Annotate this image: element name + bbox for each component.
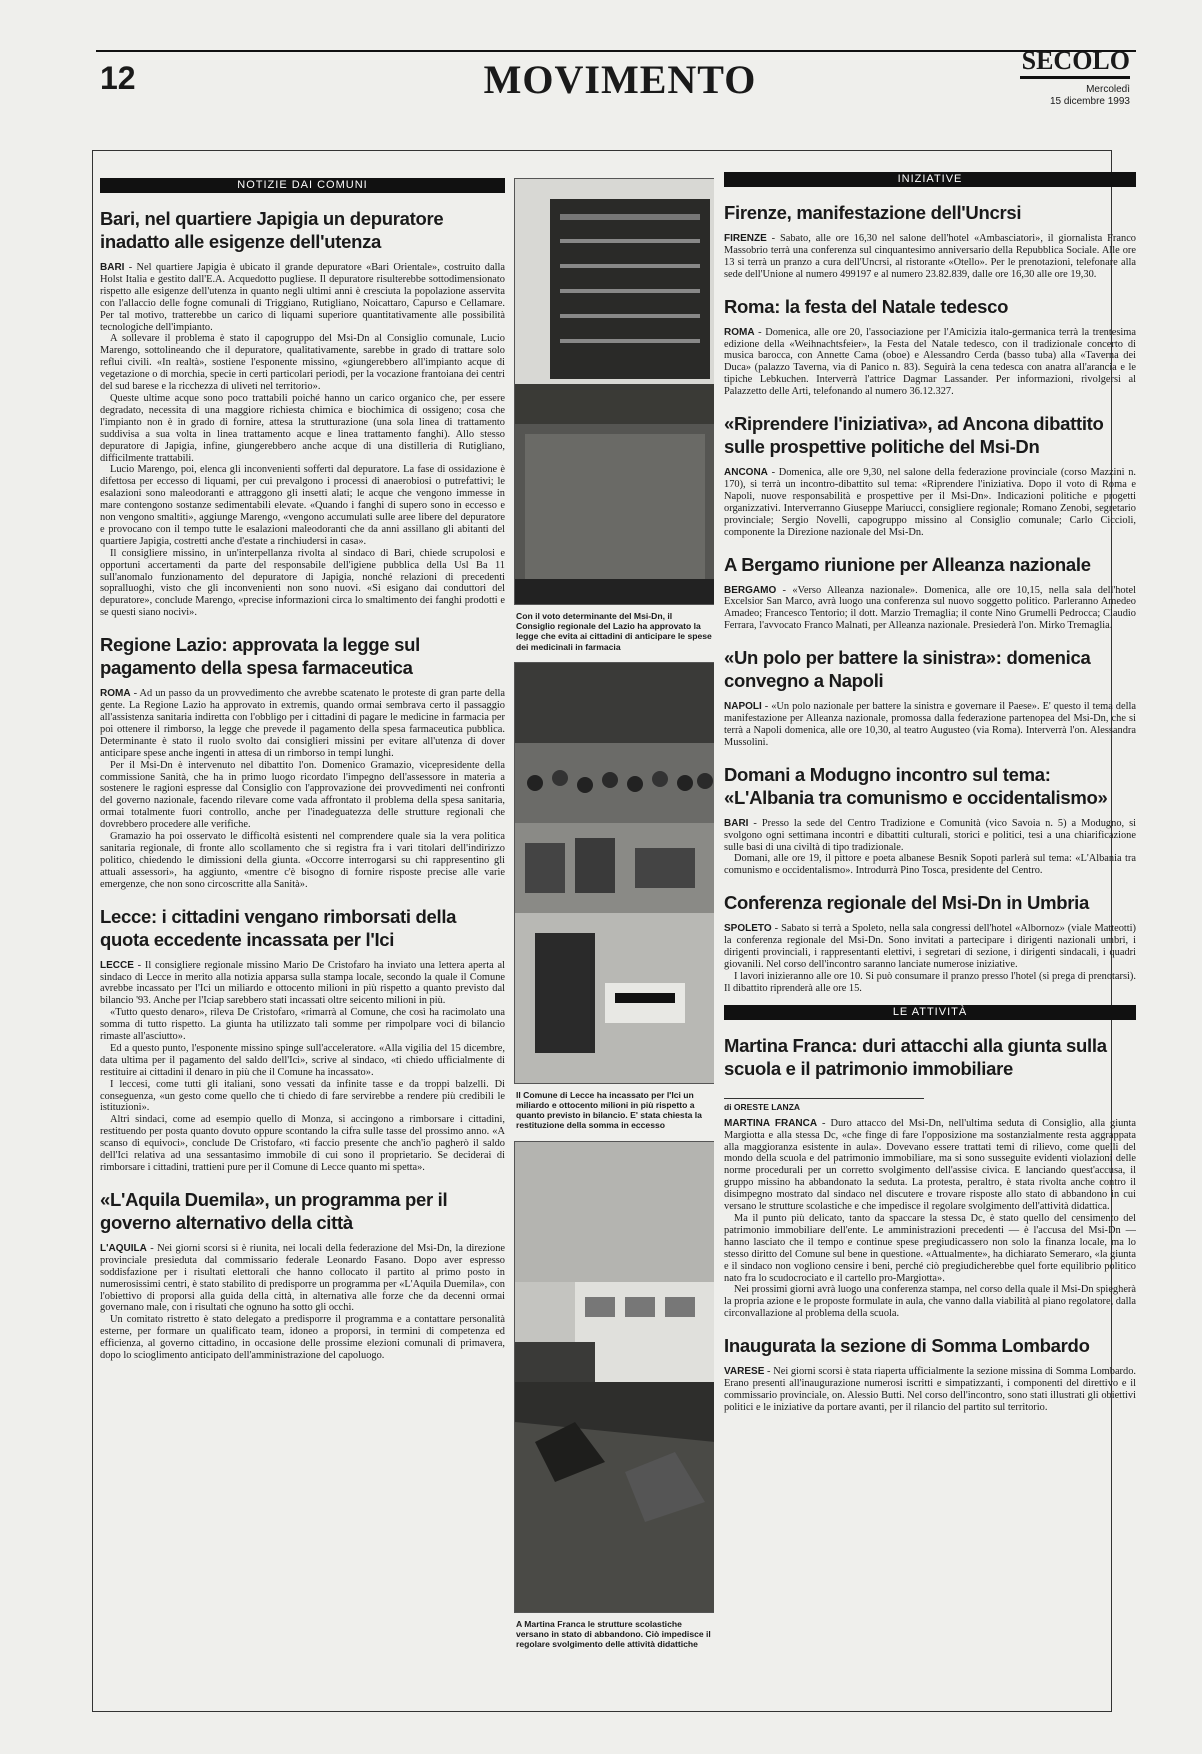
article-paragraph: [100, 1007, 505, 1043]
article-body: [724, 1118, 1136, 1320]
issue-date: [1000, 84, 1130, 108]
article-dateline: BARI: [724, 817, 749, 829]
top-rule: [96, 50, 1136, 52]
paragraph-text: Sabato si terrà a Spoleto, nella sala congressi dell'hotel «Albornoz» (viale Matteotti) la conferenza regionale del Msi-Dn. Sono invitati a partecipare i dirigenti nazionali umbri, i dirigenti provinciali, i rappresentanti elettivi, i segretari di sezione, i dirigenti sindacali, i quadri giovanili. Nel corso dell'incontro saranno lanciate numerose iniziative.: [724, 923, 1136, 970]
article-paragraph: [100, 1079, 505, 1115]
paragraph-text: Nel quartiere Japigia è ubicato il grande depuratore «Bari Orientale», costruito dalla Holst Italia e gestito dall'E.A. Acquedotto pugliese. Il depuratore risulterebbe sottodimensionato rispetto alle esigenze dell'utenza in quanto negli ultimi anni è cresciuta la popolazione asservita con l'allaccio delle fogne comunali di Triggiano, Rutigliano, Noicattaro, Capurso e Cellamare. Per tal motivo, tratterebbe un carico di liquami superiore quantitativamente alle possibilità tecnologiche dell'impianto.: [100, 262, 505, 333]
article-headline: Roma: la festa del Natale tedesco: [724, 295, 1009, 317]
article-dateline: ROMA: [100, 688, 131, 700]
paragraph-text: Queste ultime acque sono poco trattabili poiché hanno un carico organico che, per essere degradato, necessita di una maggiore richiesta chimica e biochimica di ossigeno; cosa che l'impianto non è in grado di fornire, attesa la strutturazione (una sola linea di trattamento suddivisa a sua volta in linea trattamento acque e linea trattamento fanghi). Allo stesso depuratore di Japigia, infine, giungerebbero anche acque di una distilleria di Rutigliano, difficilmente trattabili.: [100, 392, 505, 464]
article: [724, 553, 1136, 633]
paragraph-text: Gramazio ha poi osservato le difficoltà esistenti nel comprendere quale sia la vera politica sanitaria regionale, di fronte allo scollamento che si registra fra i vari titolari dell'indirizzo politico, chiedendo le dimissioni della giunta. «Occorre interrogarsi su chi rappresentino gli attuali assessori», ha aggiunto, «mentre c'è bisogno di fornire risposte precise alle varie emergenze, che non sono circoscritte alla Sanità».: [100, 831, 505, 890]
article-headline: Bari, nel quartiere Japigia un depuratore inadatto alle esigenze dell'utenza: [100, 208, 444, 252]
newspaper-name: SECOLO: [1020, 46, 1130, 79]
paragraph-text: Domenica, alle ore 20, l'associazione per l'Amicizia italo-germanica terrà la trentesima edizione della «Weihnachtsfeier», la Festa del Natale tedesco, con il tradizionale concerto di musica barocca, con Annette Cama (oboe) e Alessandro Cerda (basso tuba) alla «Taverna dei Duca» (palazzo Taverna, via di Panico n. 83). Seguirà la cena tedesca con anatra all'arancia e le tipiche Lebkuchen. Interverrà l'attrice Dagmar Lassander. Per informazioni, rivolgersi al Palazzetto delle Arti, telefonando al numero 36.12.327.: [724, 326, 1136, 398]
paragraph-text: Sabato, alle ore 16,30 nel salone dell'hotel «Ambasciatori», il giornalista Franco Massobrio terrà una conferenza sul cinquantesimo anniversario della Repubblica Sociale. Alle ore 13 si terrà un pranzo a cura dell'Uncrsi, al ristorante «Otello». Per le prenotazioni, telefonare alla sede dell'Unione al numero 499197 e al numero 23.82.839, dalle ore 16,30 alle ore 19,30.: [724, 233, 1136, 280]
article-body: [724, 467, 1136, 538]
article-headline: Lecce: i cittadini vengano rimborsati della quota eccedente incassata per l'Ici: [100, 905, 457, 950]
paragraph-text: Nei giorni scorsi è stata riaperta ufficialmente la sezione missina di Somma Lombardo. Erano presenti all'inaugurazione numerosi iscritti e simpatizzanti, i componenti del direttivo e il commissario provinciale, on. Alessio Butti. Nel corso dell'incontro, sono stati illustrati gli obiettivi politici e le iniziative da portare avanti, per il rilancio del partito sul territorio.: [724, 1366, 1136, 1413]
article-dateline: L'AQUILA: [100, 1242, 147, 1254]
section-band-attivita: LE ATTIVITÀ: [724, 1005, 1136, 1020]
paragraph-text: Domani, alle ore 19, il pittore e poeta albanese Besnik Sopoti parlerà sul tema: «L'Albania tra comunismo e occidentalismo». Introdurrà Pino Tosca, presidente del Centro.: [724, 853, 1136, 877]
paragraph-text: «Tutto questo denaro», rileva De Cristofaro, «rimarrà al Comune, che così ha racimolato una somma di tutto rispetto. La giunta ha utilizzato tali somme per rimpolpare voci di bilancio rimaste all'asciutto».: [100, 1007, 505, 1043]
paragraph-text: Ma il punto più delicato, tanto da spaccare la stessa Dc, è stato quello del censimento del patrimonio immobiliare dell'ente. Le amministrazioni precedenti — è l'accusa del Msi-Dn — hanno lasciato che il tempo e continue spese pregiudicassero non solo la finanza locale, ma lo stesso diritto del Comune sul bene in questione. «Attualmente», ha dichiarato Semeraro, «la giunta e il sindaco non vogliono censire i beni, perché ciò pregiudicherebbe quel forte equilibrio politico nato fra lo scudocrociato e il cartello pro-Margiotta».: [724, 1212, 1136, 1284]
article: [724, 201, 1136, 281]
article-paragraph: BERGAMO - «Verso Alleanza nazionale». Domenica, alle ore 10,15, nella sala dell'hotel Excelsior San Marco, avrà luogo una conferenza sul nuovo soggetto politico. Parleranno Amedeo Amadeo; Francesco Tentorio; il dott. Marzio Tremaglia; il conte Nino Grumelli Pedrocca; Claudio Ferrara, l'avvocato Franco Malnati, per Alleanza nazionale. Presiederà l'on. Mirko Tremaglia.: [724, 584, 1136, 632]
office-photo-image: [515, 663, 714, 1083]
article-headline: Firenze, manifestazione dell'Uncrsi: [724, 202, 1022, 223]
article-paragraph: [724, 1284, 1136, 1320]
paragraph-text: Duro attacco del Msi-Dn, nell'ultima seduta di Consiglio, alla giunta Margiotta e alla stessa Dc, «che finge di fare l'opposizione ma sostanzialmente resta aggrappata alla maggioranza esistente in aula». Dovevano essere trattati temi di rilievo, come quelli del mondo della scuola e del patrimonio immobiliare, ma si sono susseguite evidenti violazioni delle norme procedurali per un corretto svolgimento dell'assise civica. E lanciando quest'accusa, il gruppo missino ha abbandonato la seduta. La protesta, peraltro, è stata rivolta anche contro il disimpegno mostrato dal sindaco nel discutere e trovare risposte allo stato di abbandono in cui versano le strutture scolastiche e che impedisce il regolare svolgimento dell'attività didattica.: [724, 1117, 1136, 1213]
article-paragraph: [100, 393, 505, 464]
article-dateline: ROMA: [724, 326, 755, 338]
article-headline: Conferenza regionale del Msi-Dn in Umbria: [724, 892, 1089, 914]
article-body: [100, 262, 505, 619]
article-paragraph: L'AQUILA - Nei giorni scorsi si è riunita, nei locali della federazione del Msi-Dn, la direzione provinciale presieduta dal commissario federale Leonardo Fasano. Dopo aver espresso soddisfazione per i risultati elettorali che hanno collocato il partito al primo posto in numerosissimi centri, è stato stabilito di predisporre un programma per «L'Aquila Duemila», con l'obiettivo di proporsi alla guida della città, in alternativa alle forze che da decenni ormai governano male, con i risultati che ognuno ha sotto gli occhi.: [100, 1242, 505, 1314]
issue-weekday: Mercoledì: [1086, 84, 1130, 95]
article-paragraph: [724, 853, 1136, 877]
paragraph-text: Un comitato ristretto è stato delegato a predisporre il programma e a contattare personalità esterne, per formare un qualificato team, idoneo a proporsi, in termini di competenza ed efficienza, al governo cittadino, in occasione delle prossime elezioni comunali di primavera, dopo lo scioglimento anticipato dell'amministrazione del capoluogo.: [100, 1314, 505, 1362]
article-headline: «Riprendere l'iniziativa», ad Ancona dibattito sulle prospettive politiche del Msi-Dn: [724, 413, 1104, 458]
article-dateline: BERGAMO: [724, 584, 777, 596]
article: [100, 207, 505, 619]
article-paragraph: [100, 1114, 505, 1174]
article-dateline: NAPOLI: [724, 701, 762, 713]
article-paragraph: [100, 333, 505, 393]
school-photo-image: [515, 1142, 714, 1612]
article-headline: Inaugurata la sezione di Somma Lombardo: [724, 1335, 1090, 1357]
article-dateline: MARTINA FRANCA: [724, 1117, 818, 1129]
article: [724, 412, 1136, 538]
article-paragraph: BARI - Nel quartiere Japigia è ubicato il grande depuratore «Bari Orientale», costruito dalla Holst Italia e gestito dall'E.A. Acquedotto pugliese. Il depuratore risulterebbe sottodimensionato rispetto alle esigenze dell'utenza in quanto negli ultimi anni è cresciuta la popolazione asservita con l'allaccio delle fogne comunali di Triggiano, Rutigliano, Noicattaro, Capurso e Cellamare. Per tal motivo, tratterebbe un carico di liquami superiore quantitativamente alle possibilità tecnologiche dell'impianto.: [100, 262, 505, 333]
article-headline: A Bergamo riunione per Alleanza nazionale: [724, 553, 1091, 575]
paragraph-text: Il consigliere regionale missino Mario De Cristofaro ha inviato una lettera aperta al sindaco di Lecce in merito alla notizia apparsa sulla stampa locale, secondo la quale il Comune avrebbe incassato per l'Ici un miliardo e ottocento milioni in più rispetto a quanto previsto dal bilancio '93. Anche per l'Iciap sarebbero stati incassati oltre seicento milioni in più.: [100, 959, 505, 1007]
article: [100, 633, 505, 890]
paragraph-text: Lucio Marengo, poi, elenca gli inconvenienti sofferti dal depuratore. La fase di ossidazione è difettosa per eccesso di liquami, per cui prevalgono i processi di anaerobiosi o putrefattivi; le esalazioni sono maleodoranti e attraggono gli insetti alati; le acque che vengono immesse in mare contengono sostanze sedimentabili elevate. «Quando i fanghi di supero sono in eccesso e non vengono smaltiti», aggiunge Marengo, «vengono accumulati sulle aree libere del depuratore e provocano con il tempo tutte le esalazioni maleodoranti che da anni assillano gli abitanti del quartiere Japigia, costretti anche d'estate a rinchiudersi in casa».: [100, 464, 505, 547]
article-body: [724, 1366, 1136, 1414]
left-articles: [100, 207, 505, 1362]
masthead: [0, 0, 1202, 150]
article-paragraph: ROMA - Ad un passo da un provvedimento che avrebbe scatenato le proteste di gran parte della gente. La Regione Lazio ha approvato in extremis, quando ormai sembrava certo il passaggio all'assistenza sanitaria indiretta con l'obbligo per i cittadini di pagare le medicine in farmacia per poi ottenere il rimborso, la legge che prevede il pagamento della spesa farmaceutica pubblica. Determinante è stato il ruolo svolto dai consiglieri missini per evitare all'utenza di dover anticipare spese anche ingenti in attesa di un rimborso in tempi lunghi.: [100, 688, 505, 759]
article-paragraph: [100, 1314, 505, 1362]
pharmacy-photo-image: [515, 179, 714, 604]
article-paragraph: LECCE - Il consigliere regionale missino Mario De Cristofaro ha inviato una lettera aperta al sindaco di Lecce in merito alla notizia apparsa sulla stampa locale, secondo la quale il Comune avrebbe incassato per l'Ici un miliardo e ottocento milioni in più rispetto a quanto previsto dal bilancio '93. Anche per l'Iciap sarebbero stati incassati oltre seicento milioni in più.: [100, 959, 505, 1007]
middle-column: [514, 178, 714, 1703]
page-number: 12: [100, 60, 136, 96]
article-dateline: FIRENZE: [724, 233, 767, 244]
article: [100, 1188, 505, 1362]
photo-caption: A Martina Franca le strutture scolastiche versano in stato di abbandono. Ciò impedisce il regolare svolgimento delle attività didattiche: [516, 1618, 711, 1650]
paragraph-text: Per il Msi-Dn è intervenuto nel dibattito l'on. Domenico Gramazio, vicepresidente della commissione Sanità, che ha in primo luogo ricordato l'impegno dell'assessore in materia a sostenere le ragioni espresse dal Consiglio con l'approvazione dei provvedimenti nei confronti del governo nazionale, facendo rilevare come vada affrontato il problema della spesa sanitaria, ormai totalmente fuori controllo, anche per l'inadeguatezza delle strutture regionali che dovrebbero procedere alle verifiche.: [100, 759, 505, 831]
section-title: MOVIMENTO: [483, 57, 757, 102]
paragraph-text: I lavori inizieranno alle ore 10. Si può consumare il pranzo presso l'hotel (si prega di prenotarsi). Il dibattito riprenderà alle ore 15.: [724, 970, 1136, 994]
photo-pharmacy: [514, 178, 714, 605]
paragraph-text: Il consigliere missino, in un'interpellanza rivolta al sindaco di Bari, chiede scrupolosi e opportuni accertamenti da parte del responsabile dell'igiene pubblica della Usl Ba 11 sull'anomalo funzionamento del depuratore di Japigia, nonché relazioni di precedenti sopralluoghi, visto che gli inconvenienti non sono nuovi. «Si esigano dai conduttori del depuratore», conclude Marengo, «precise informazioni circa lo smaltimento dei fanghi prodotti e se questi siano nocivi».: [100, 547, 505, 619]
article-paragraph: FIRENZE - Sabato, alle ore 16,30 nel salone dell'hotel «Ambasciatori», il giornalista Franco Massobrio terrà una conferenza sul cinquantesimo anniversario della Repubblica Sociale. Alle ore 13 si terrà un pranzo a cura dell'Uncrsi, al ristorante «Otello». Per le prenotazioni, telefonare alla sede dell'Unione al numero 499197 e al numero 23.82.839, dalle ore 16,30 alle ore 19,30.: [724, 233, 1136, 280]
photo-caption: Con il voto determinante del Msi-Dn, il Consiglio regionale del Lazio ha approvato la legge che evita ai cittadini di anticipare le spese dei medicinali in farmacia: [516, 611, 712, 652]
photo-school: [514, 1141, 714, 1613]
article-headline: Martina Franca: duri attacchi alla giunta sulla scuola e il patrimonio immobiliare: [724, 1034, 1107, 1079]
article-byline: di ORESTE LANZA: [724, 1098, 924, 1112]
article-paragraph: [100, 1043, 505, 1079]
article: [724, 646, 1136, 749]
right-articles-top: [724, 201, 1136, 995]
article-paragraph: MARTINA FRANCA - Duro attacco del Msi-Dn, nell'ultima seduta di Consiglio, alla giunta Margiotta e alla stessa Dc, «che finge di fare l'opposizione ma sostanzialmente resta aggrappata alla maggioranza esistente in aula». Dovevano essere trattati temi di rilievo, come quelli del mondo della scuola e del patrimonio immobiliare, ma si sono susseguite evidenti violazioni delle norme procedurali per un corretto svolgimento dell'assise civica. E lanciando quest'accusa, il gruppo missino ha abbandonato la seduta. La protesta, peraltro, è stata rivolta anche contro il disimpegno mostrato dal sindaco nel discutere e trovare risposte allo stato di abbandono in cui versano le strutture scolastiche e che impedisce il regolare svolgimento dell'attività didattica.: [724, 1117, 1136, 1213]
article-paragraph: [100, 548, 505, 619]
right-column: [724, 170, 1136, 1703]
article-paragraph: [100, 760, 505, 831]
article-dateline: LECCE: [100, 959, 134, 971]
article-dateline: ANCONA: [724, 467, 768, 479]
article-headline: «L'Aquila Duemila», un programma per il governo alternativo della città: [100, 1188, 448, 1233]
right-articles-bottom: [724, 1034, 1136, 1414]
article-body: [724, 923, 1136, 994]
paragraph-text: Ad un passo da un provvedimento che avrebbe scatenato le proteste di gran parte della gente. La Regione Lazio ha approvato in extremis, quando ormai sembrava certo il passaggio all'assistenza sanitaria indiretta con l'obbligo per i cittadini di pagare le medicine in farmacia per poi ottenere il rimborso, la legge che prevede il pagamento della spesa farmaceutica pubblica. Determinante è stato il ruolo svolto dai consiglieri missini per evitare all'utenza di dover anticipare spese anche ingenti in attesa di un rimborso in tempi lunghi.: [100, 688, 505, 759]
paragraph-text: I leccesi, come tutti gli italiani, sono vessati da infinite tasse e da troppi balzelli. Di conseguenza, «un gesto come quello che ti chiedo di fare servirebbe a rendere più credibili le istituzioni».: [100, 1078, 505, 1114]
issue-day: 15 dicembre 1993: [1049, 96, 1130, 107]
article-paragraph: VARESE - Nei giorni scorsi è stata riaperta ufficialmente la sezione missina di Somma Lombardo. Erano presenti all'inaugurazione numerosi iscritti e simpatizzanti, i componenti del direttivo e il commissario provinciale, on. Alessio Butti. Nel corso dell'incontro, sono stati illustrati gli obiettivi politici e le iniziative da portare avanti, per il rilancio del partito sul territorio.: [724, 1366, 1136, 1413]
section-band-notizie: NOTIZIE DAI COMUNI: [100, 178, 505, 193]
paragraph-text: «Verso Alleanza nazionale». Domenica, alle ore 10,15, nella sala dell'hotel Excelsior San Marco, avrà luogo una conferenza sul nuovo soggetto politico. Parleranno Amedeo Amadeo; Francesco Tentorio; il dott. Marzio Tremaglia; il conte Nino Grumelli Pedrocca; Claudio Ferrara, l'avvocato Franco Malnati, per Alleanza nazionale. Presiederà l'on. Mirko Tremaglia.: [724, 584, 1136, 632]
photo-office: [514, 662, 714, 1084]
article-paragraph: [100, 464, 505, 547]
article: [724, 763, 1136, 878]
article: [724, 891, 1136, 994]
article-dateline: VARESE: [724, 1366, 765, 1378]
article-body: [100, 960, 505, 1174]
article-body: [724, 701, 1136, 749]
article-body: [724, 233, 1136, 281]
article: [724, 295, 1136, 398]
article: [724, 1334, 1136, 1414]
article-paragraph: BARI - Presso la sede del Centro Tradizione e Comunità (vico Savoia n. 5) a Modugno, si svolgono ogni settimana incontri e dibattiti culturali, storici e politici, tesi a una chiarificazione sulle basi di una civiltà di tipo tradizionale.: [724, 817, 1136, 853]
article-body: [724, 585, 1136, 633]
section-band-iniziative: INIZIATIVE: [724, 172, 1136, 187]
article-paragraph: [100, 831, 505, 891]
article-body: [724, 327, 1136, 398]
article-headline: «Un polo per battere la sinistra»: domenica convegno a Napoli: [724, 647, 1091, 692]
article: [724, 1034, 1136, 1320]
article-body: [724, 818, 1136, 878]
paragraph-text: Altri sindaci, come ad esempio quello di Monza, si accingono a rimborsare i cittadini, restituendo per posta quanto dovuto oppure scontando la cifra sulle tasse del prossimo anno. «A scanso di equivoci», conclude De Cristofaro, «ti faccio presente che anch'io pagherò il saldo dell'Ici relativa ad una sessantasimo immobile di cui sono il proprietario. Se deciderai di rimborsare i cittadini, trattieni pure per il Comune di Lecce quanto mi spetta».: [100, 1114, 505, 1173]
article-paragraph: ROMA - Domenica, alle ore 20, l'associazione per l'Amicizia italo-germanica terrà la trentesima edizione della «Weihnachtsfeier», la Festa del Natale tedesco, con il tradizionale concerto di musica barocca, con Annette Cama (oboe) e Alessandro Cerda (basso tuba) alla «Taverna dei Duca» (palazzo Taverna, via di Panico n. 83). Seguirà la cena tedesca con anatra all'arancia e le tipiche Lebkuchen. Interverrà l'attrice Dagmar Lassander. Per informazioni, rivolgersi al Palazzetto delle Arti, telefonando al numero 36.12.327.: [724, 326, 1136, 398]
article-body: [100, 688, 505, 890]
article-paragraph: ANCONA - Domenica, alle ore 9,30, nel salone della federazione provinciale (corso Mazzini n. 170), si terrà un incontro-dibattito sul tema: «Riprendere l'iniziativa. Dopo il voto di Roma e Napoli, nuove responsabilità e prospettive per il Msi-Dn». Indicazioni politiche e progetti organizzativi. Interverranno Giuseppe Mariucci, consigliere regionale; Romano Zenobi, segretario provinciale; Sergio Novelli, capogruppo missino al Consiglio comunale; Carlo Ciccioli, componente la Direzione nazionale del Msi-Dn.: [724, 467, 1136, 538]
article-dateline: BARI: [100, 262, 125, 273]
article-paragraph: [724, 1213, 1136, 1284]
article-headline: Regione Lazio: approvata la legge sul pagamento della spesa farmaceutica: [100, 634, 420, 679]
paragraph-text: Ed a questo punto, l'esponente missino spinge sull'acceleratore. «Alla vigilia del 15 dicembre, data ultima per il pagamento del saldo dell'Ici», scrive al sindaco, «ti chiedo ufficialmente di restituire ai cittadini il denaro in più che il Comune ha incassato».: [100, 1042, 505, 1078]
article-paragraph: [724, 971, 1136, 995]
paragraph-text: A sollevare il problema è stato il capogruppo del Msi-Dn al Consiglio comunale, Lucio Marengo, sottolineando che il depuratore, qualitativamente, sarebbe in grado di trattare solo reflui civili. «In realtà», sostiene l'esponente missino, «giungerebbero all'impianto acque di vegetazione o di morchia, specie in certi particolari periodi, per la vocazione frantoiana dei centri del sud barese e la ricchezza di uliveti nel territorio».: [100, 333, 505, 393]
article-paragraph: SPOLETO - Sabato si terrà a Spoleto, nella sala congressi dell'hotel «Albornoz» (viale Matteotti) la conferenza regionale del Msi-Dn. Sono invitati a partecipare i dirigenti nazionali umbri, i dirigenti provinciali, i rappresentanti elettivi, i segretari di sezione, i dirigenti sindacali, i quadri giovanili. Nel corso dell'incontro saranno lanciate numerose iniziative.: [724, 923, 1136, 970]
paragraph-text: Nei giorni scorsi si è riunita, nei locali della federazione del Msi-Dn, la direzione provinciale presieduta dal commissario federale Leonardo Fasano. Dopo aver espresso soddisfazione per i risultati elettorali che hanno collocato il partito al primo posto in numerosissimi centri, è stato stabilito di predisporre un programma per «L'Aquila Duemila», con l'obiettivo di proporsi alla guida della città, in alternativa alle forze che da decenni ormai governano male, con i risultati che ognuno ha sotto gli occhi.: [100, 1242, 505, 1314]
paragraph-text: «Un polo nazionale per battere la sinistra e governare il Paese». E' questo il tema della manifestazione per Alleanza nazionale, promossa dalla federazione partenopea del Msi-Dn, che si terrà a Napoli domenica, alle ore 10,30, al teatro Augusteo (via Roma). Interverrà l'on. Alessandra Mussolini.: [724, 701, 1136, 748]
article-body: [100, 1243, 505, 1362]
left-column: [100, 178, 505, 1703]
paragraph-text: Domenica, alle ore 9,30, nel salone della federazione provinciale (corso Mazzini n. 170), si terrà un incontro-dibattito sul tema: «Riprendere l'iniziativa. Dopo il voto di Roma e Napoli, nuove responsabilità e prospettive per il Msi-Dn». Indicazioni politiche e progetti organizzativi. Interverranno Giuseppe Mariucci, consigliere regionale; Romano Zenobi, segretario provinciale; Sergio Novelli, capogruppo missino al Consiglio comunale; Carlo Ciccioli, componente la Direzione nazionale del Msi-Dn.: [724, 467, 1136, 538]
article-dateline: SPOLETO: [724, 923, 772, 935]
article: [100, 905, 505, 1174]
paragraph-text: Presso la sede del Centro Tradizione e Comunità (vico Savoia n. 5) a Modugno, si svolgono ogni settimana incontri e dibattiti culturali, storici e politici, tesi a una chiarificazione sulle basi di una civiltà di tipo tradizionale.: [724, 817, 1136, 853]
article-headline: Domani a Modugno incontro sul tema: «L'Albania tra comunismo e occidentalismo»: [724, 763, 1108, 808]
photo-caption: Il Comune di Lecce ha incassato per l'Ici un miliardo e ottocento milioni in più rispetto a quanto previsto in bilancio. E' stata chiesta la restituzione della somma in eccesso: [516, 1089, 702, 1131]
paragraph-text: Nei prossimi giorni avrà luogo una conferenza stampa, nel corso della quale il Msi-Dn spiegherà la propria azione e le proposte formulate in aula, che vanno dalla viabilità al piano regolatore, dalla circonvallazione al problema della scuola.: [724, 1284, 1136, 1320]
article-paragraph: NAPOLI - «Un polo nazionale per battere la sinistra e governare il Paese». E' questo il tema della manifestazione per Alleanza nazionale, promossa dalla federazione partenopea del Msi-Dn, che si terrà a Napoli domenica, alle ore 10,30, al teatro Augusteo (via Roma). Interverrà l'on. Alessandra Mussolini.: [724, 701, 1136, 748]
